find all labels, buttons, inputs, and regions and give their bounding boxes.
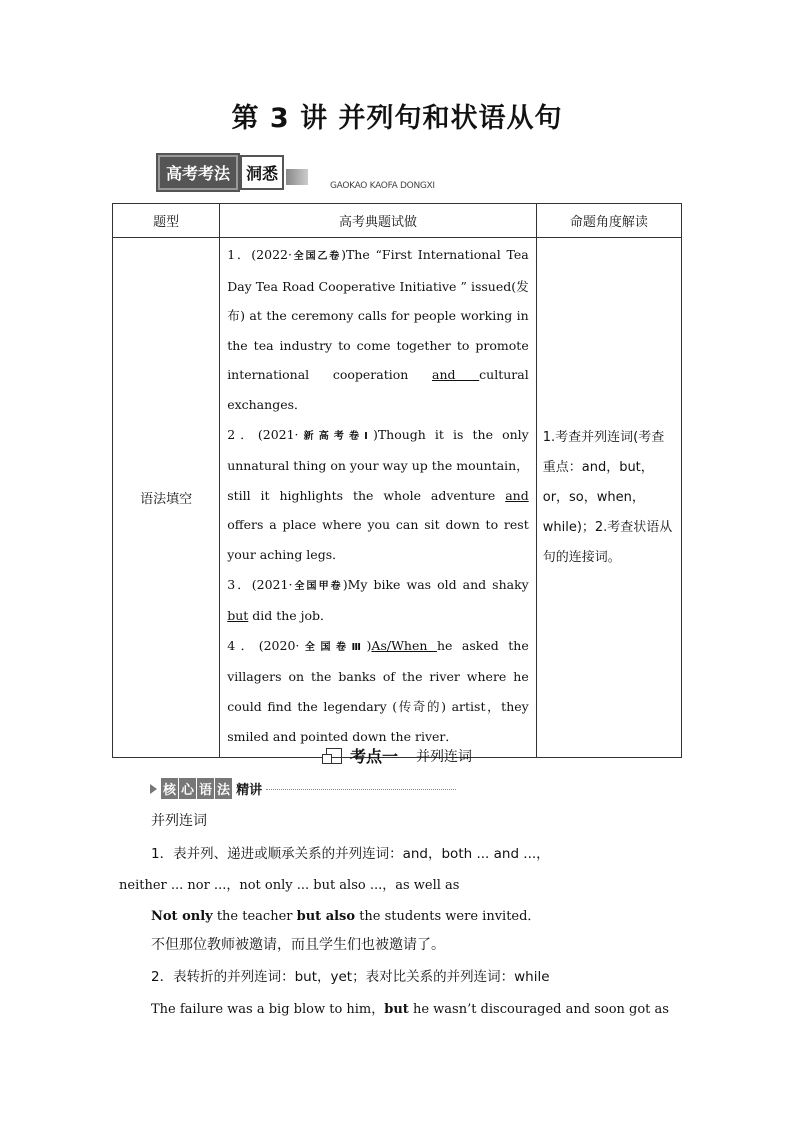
answer-3: but [227, 608, 249, 624]
example-questions [220, 238, 537, 758]
header-type: 题型 [113, 204, 220, 238]
badge-subtitle: GAOKAO KAOFA DONGXI [330, 181, 435, 191]
example-item-4: 4．(2020·全国卷Ⅲ)As/When he asked the villagers on the banks of the river where he could find the legendary (传奇的) artist，they smiled and pointed down the river． [227, 637, 529, 744]
content-heading: 并列连词 [151, 813, 207, 829]
header-analysis: 命题角度解读 [536, 204, 681, 238]
badge-label: 高考考法 [158, 155, 238, 190]
table-header-row [113, 204, 682, 238]
point-1-line-2: neither ... nor ...，not only ... but also ...，as well as [119, 878, 460, 893]
example-item-2: 2．(2021·新高考卷Ⅰ)Though it is the only unnatural thing on your way up the mountain，still it highlights the whole adventure and offers a place where you can sit down to rest your aching legs． [227, 426, 529, 562]
section-title: 考点一 [350, 747, 399, 766]
table-row [113, 238, 682, 758]
example-1-translation: 不但那位教师被邀请，而且学生们也被邀请了。 [151, 937, 445, 953]
triangle-icon [150, 784, 157, 794]
page-title: 第 3 讲 并列句和状语从句 [231, 103, 563, 134]
section-badge [158, 157, 308, 187]
core-grammar-label: 核 心 语 法 精讲 [150, 778, 456, 799]
analysis-text: 1.考查并列连词(考查重点：and，but，or，so，when，while)；2.考查状语从句的连接词。 [536, 238, 681, 758]
example-item-3: 3．(2021·全国甲卷)My bike was old and shaky but did the job． [227, 576, 529, 624]
section-heading [326, 744, 472, 767]
answer-1: and [432, 367, 480, 383]
section-subtitle: 并列连词 [416, 748, 473, 765]
header-examples: 高考典题试做 [220, 204, 537, 238]
badge-label-2: 洞悉 [240, 155, 284, 190]
exam-table [112, 203, 682, 758]
question-type: 语法填空 [113, 238, 220, 758]
example-2: The failure was a big blow to him，but he wasn’t discouraged and soon got as [151, 1002, 669, 1017]
badge-strip [286, 169, 308, 185]
example-1: Not only the teacher but also the students were invited． [151, 909, 541, 924]
point-2: 2．表转折的并列连词：but，yet；表对比关系的并列连词：while [151, 969, 550, 985]
section-icon [326, 748, 342, 764]
answer-2: and [505, 487, 529, 503]
dotted-rule [266, 789, 456, 790]
example-item-1: 1．(2022·全国乙卷)The “First International Tea Day Tea Road Cooperative Initiative ” issued(发布) at the ceremony calls for people working in the tea industry to come together to promote international cooperation and cultural exchanges． [227, 247, 529, 412]
answer-4: As/When [371, 637, 437, 653]
point-1-line-1: 1．表并列、递进或顺承关系的并列连词：and，both ... and ...， [151, 846, 550, 862]
